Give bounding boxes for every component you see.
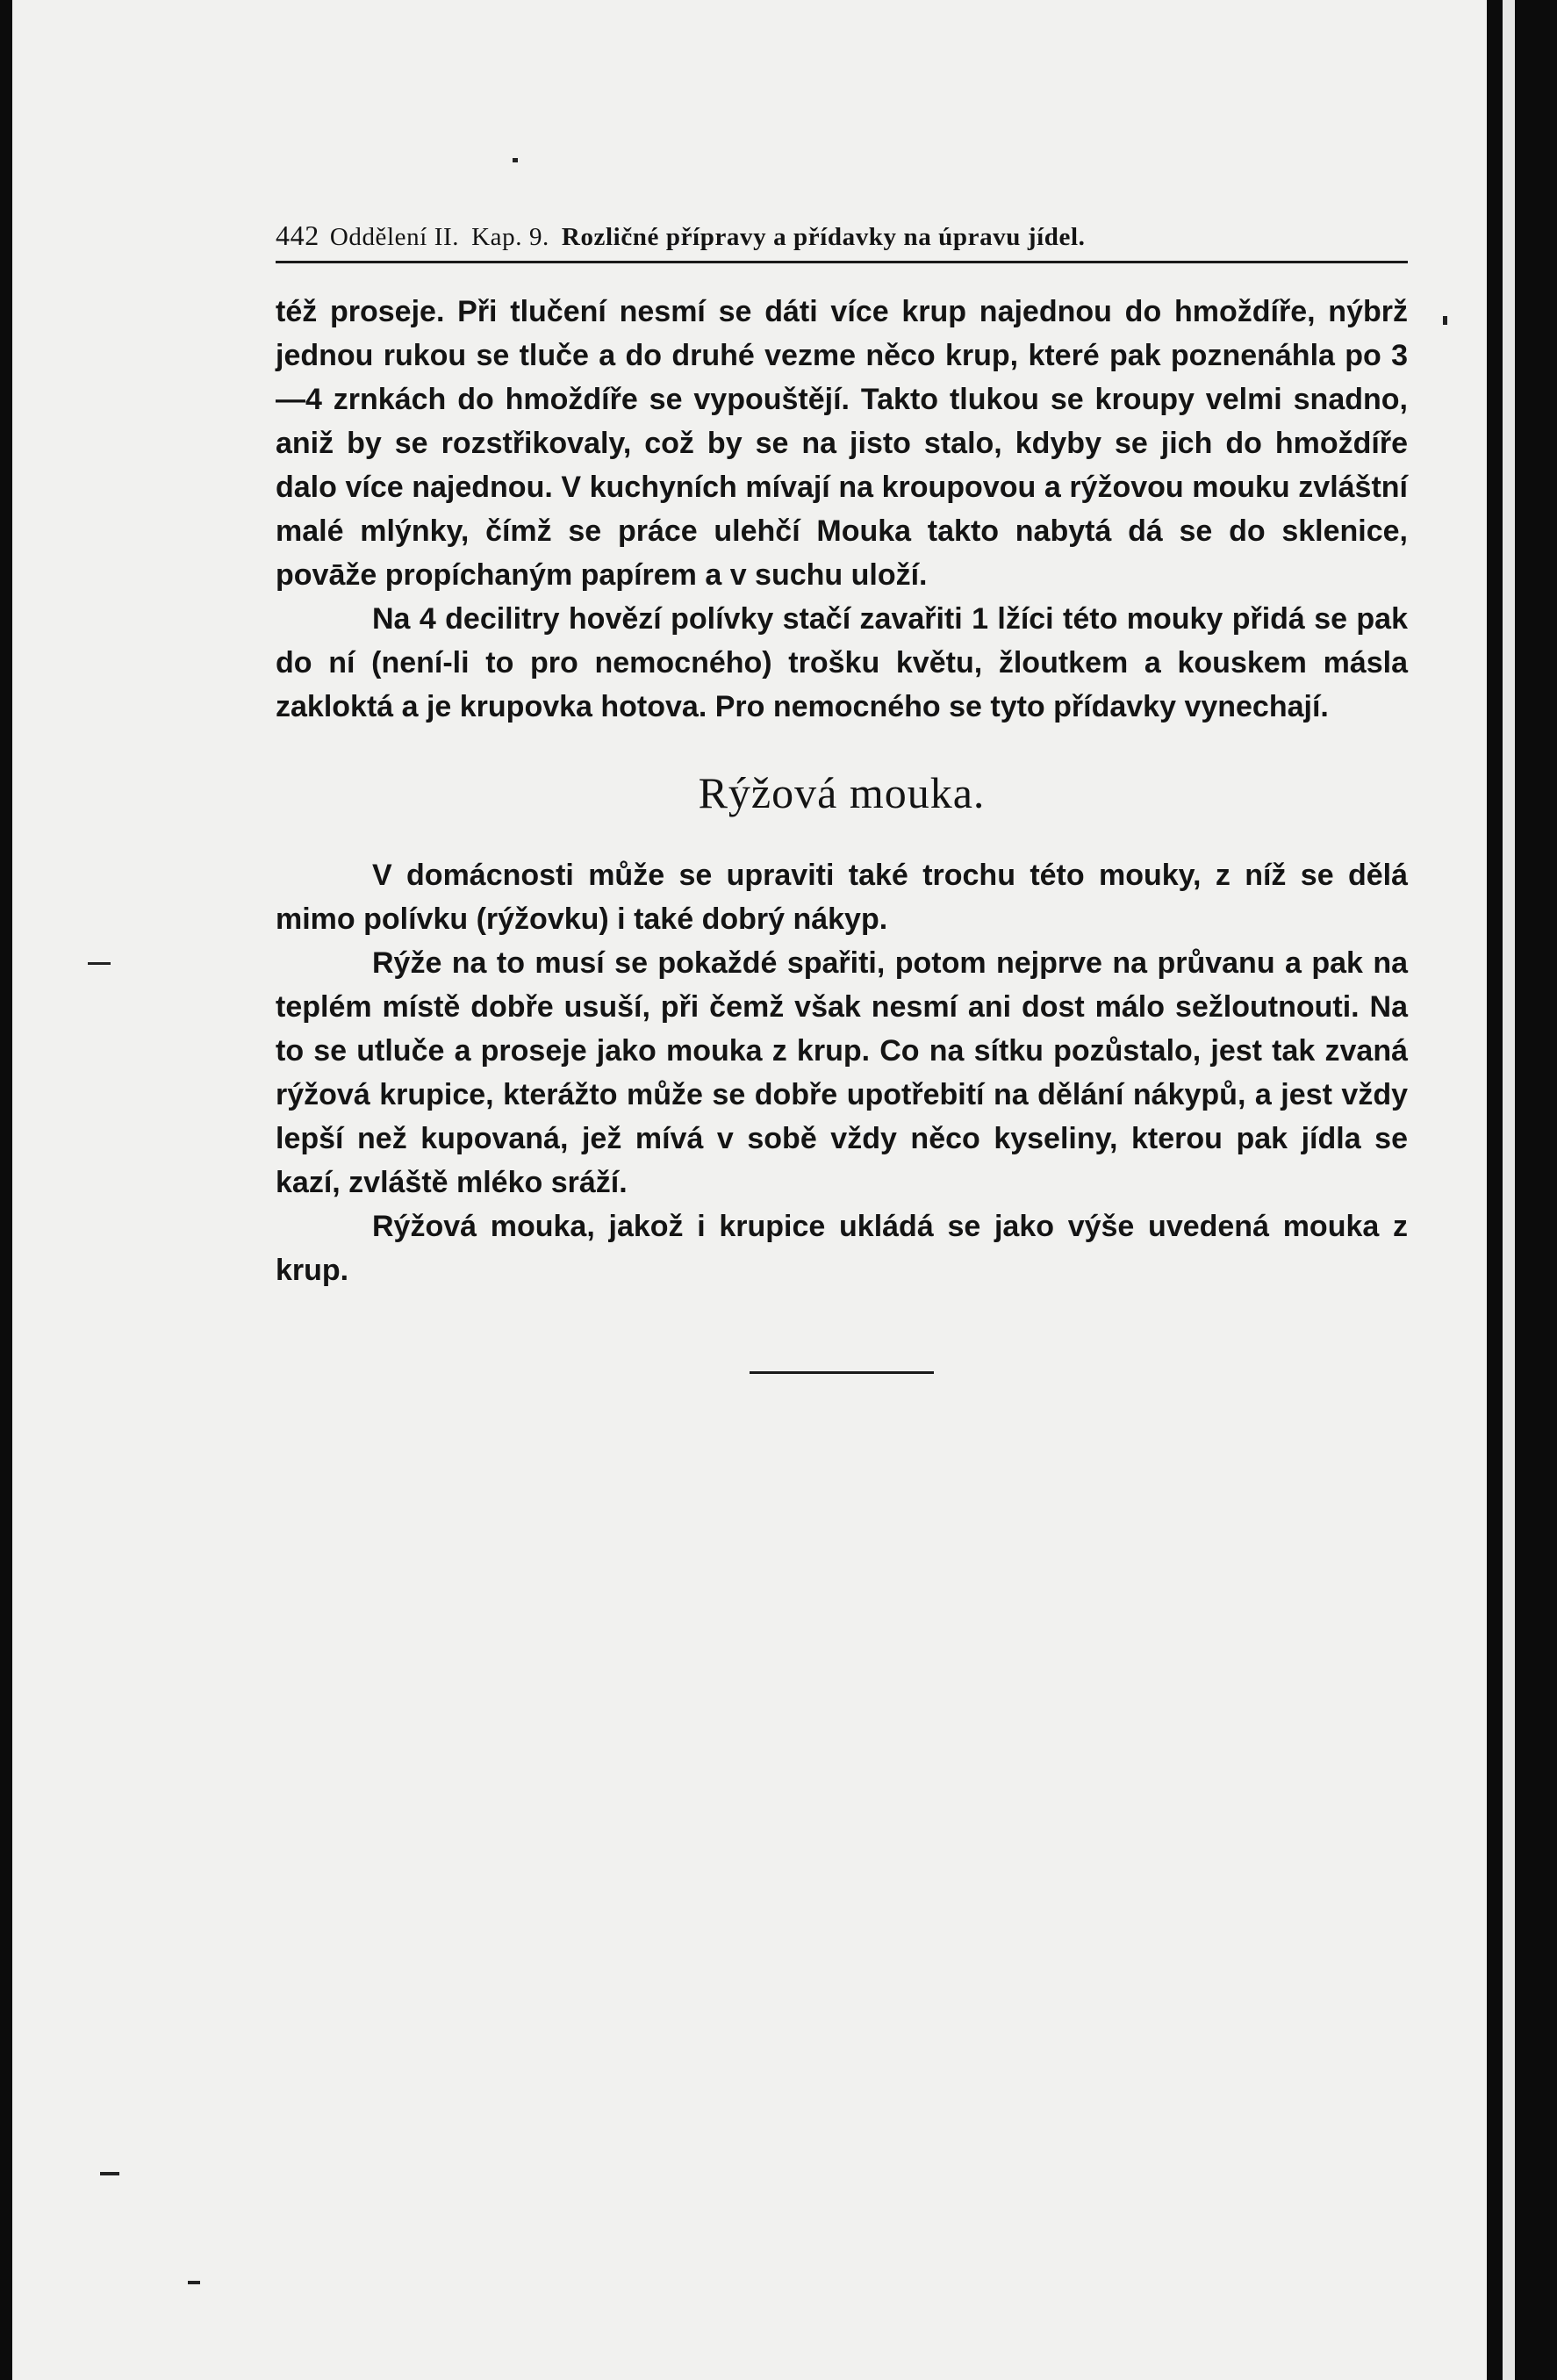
chapter-title: Rozličné přípravy a přídavky na úpravu jídel. (561, 223, 1086, 251)
paragraph: Rýžová mouka, jakož i krupice ukládá se jako výše uvedená mouka z krup. (276, 1210, 1408, 1287)
ink-speck (88, 962, 111, 965)
end-rule (750, 1371, 934, 1374)
page-number: 442 (276, 219, 319, 251)
chapter-label: Kap. 9. (471, 223, 549, 251)
ink-speck (100, 2172, 119, 2175)
running-header (276, 219, 1408, 263)
paragraph: V domácnosti může se upraviti také trochu této mouky, z níž se dělá mimo polívku (rýžovku) i také dobrý nákyp. (276, 859, 1408, 936)
section-heading: Rýžová mouka. (698, 768, 986, 817)
page-content (276, 219, 1408, 1374)
adjacent-page-edge (1503, 0, 1515, 2380)
paper-sheet (12, 0, 1487, 2380)
ink-speck (1443, 316, 1447, 325)
paragraph: Na 4 decilitry hovězí polívky stačí zavařiti 1 lžíci této mouky přidá se pak do ní (není-li to pro nemocného) trošku květu, žloutkem a kouskem másla zakloktá a je krupovka hotova. Pro nemocného se tyto přídavky vynechají. (276, 602, 1408, 723)
section-label: Oddělení II. (329, 223, 460, 251)
ink-speck (188, 2281, 200, 2284)
ink-speck (513, 158, 518, 162)
paragraph: též proseje. Při tlučení nesmí se dáti více krup najednou do hmoždíře, nýbrž jednou rukou se tluče a do druhé vezme něco krup, které pak poznenáhla po 3—4 zrnkách do hmoždíře se vypouštějí. Takto tlukou se kroupy velmi snadno, aniž by se rozstřikovaly, což by se na jisto stalo, kdyby se jich do hmoždíře dalo více najednou. V kuchyních mívají na kroupovou a rýžovou mouku zvláštní malé mlýnky, čímž se práce ulehčí Mouka takto nabytá dá se do sklenice, povāže propíchaným papírem a v suchu uloží. (276, 295, 1408, 592)
paragraph: Rýže na to musí se pokaždé spařiti, potom nejprve na průvanu a pak na teplém místě dobře usuší, při čemž však nesmí ani dost málo sežloutnouti. Na to se utluče a proseje jako mouka z krup. Co na sítku pozůstalo, jest tak zvaná rýžová krupice, kterážto může se dobře upotřebití na dělání nákypů, a jest vždy lepší než kupovaná, jež mívá v sobě vždy něco kyseliny, kterou pak jídla se kazí, zvláště mléko sráží. (276, 946, 1408, 1199)
